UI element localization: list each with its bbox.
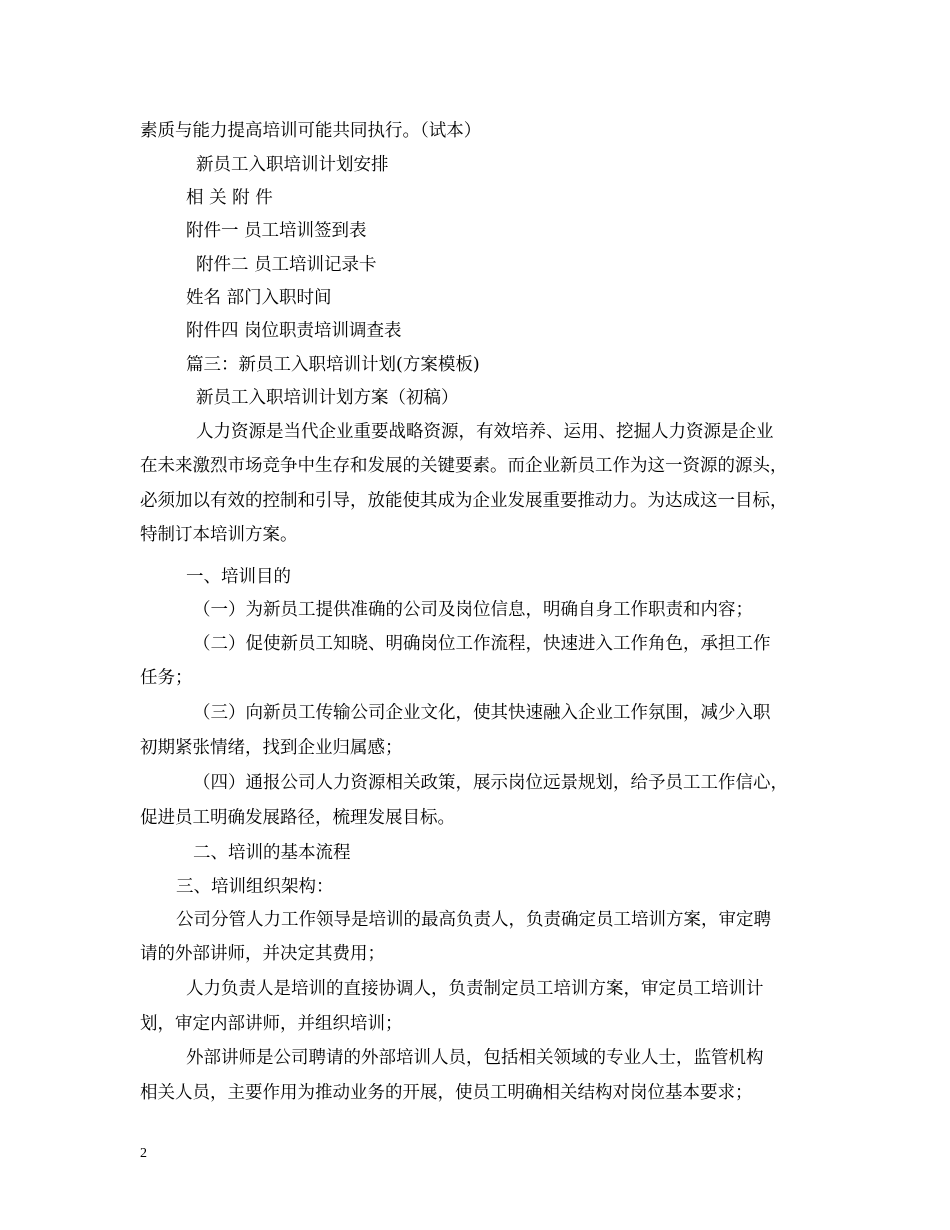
paragraph-line: 相关人员，主要作用为推动业务的开展，使员工明确相关结构对岗位基本要求； (140, 1083, 753, 1103)
list-item-continuation: 初期紧张情绪，找到企业归属感； (140, 738, 403, 758)
paragraph-line: 公司分管人力工作领导是培训的最高负责人，负责确定员工培训方案，审定聘 (176, 910, 771, 930)
text-line: 相 关 附 件 (186, 188, 273, 208)
list-item: （三）向新员工传输公司企业文化，使其快速融入企业工作氛围，减少入职 (193, 703, 771, 723)
list-item: （一）为新员工提供准确的公司及岗位信息，明确自身工作职责和内容； (193, 600, 753, 620)
paragraph-line: 特制订本培训方案。 (140, 525, 298, 545)
heading-line: 新员工入职培训计划安排 (196, 155, 389, 175)
paragraph-line: 在未来激烈市场竞争中生存和发展的关键要素。而企业新员工作为这一资源的源头， (140, 456, 788, 476)
paragraph-line: 划，审定内部讲师，并组织培训； (140, 1014, 403, 1034)
list-item-continuation: 任务； (140, 668, 193, 688)
list-item-continuation: 促进员工明确发展路径，梳理发展目标。 (140, 808, 455, 828)
section-heading: 一、培训目的 (186, 567, 291, 587)
text-line: 素质与能力提高培训可能共同执行。（试本） (140, 121, 482, 141)
list-item: （二）促使新员工知晓、明确岗位工作流程，快速进入工作角色，承担工作 (193, 634, 771, 654)
paragraph-line: 必须加以有效的控制和引导，放能使其成为企业发展重要推动力。为达成这一目标， (140, 491, 788, 511)
page-number: 2 (140, 1146, 147, 1161)
section-heading: 二、培训的基本流程 (193, 843, 351, 863)
section-heading: 篇三：新员工入职培训计划(方案模板) (186, 355, 480, 375)
paragraph-line: 人力资源是当代企业重要战略资源，有效培养、运用、挖掘人力资源是企业 (196, 422, 774, 442)
paragraph-line: 请的外部讲师，并决定其费用； (140, 944, 385, 964)
paragraph-line: 人力负责人是培训的直接协调人，负责制定员工培训方案，审定员工培训计 (186, 979, 764, 999)
list-item: （四）通报公司人力资源相关政策，展示岗位远景规划，给予员工工作信心， (193, 773, 788, 793)
text-line: 附件四 岗位职责培训调查表 (186, 321, 402, 341)
paragraph-line: 外部讲师是公司聘请的外部培训人员，包括相关领域的专业人士，监管机构 (186, 1048, 764, 1068)
heading-line: 新员工入职培训计划方案（初稿） (196, 388, 459, 408)
text-line: 附件一 员工培训签到表 (186, 221, 367, 241)
text-line: 附件二 员工培训记录卡 (196, 255, 377, 275)
section-heading: 三、培训组织架构： (176, 877, 334, 897)
text-line: 姓名 部门入职时间 (186, 288, 332, 308)
